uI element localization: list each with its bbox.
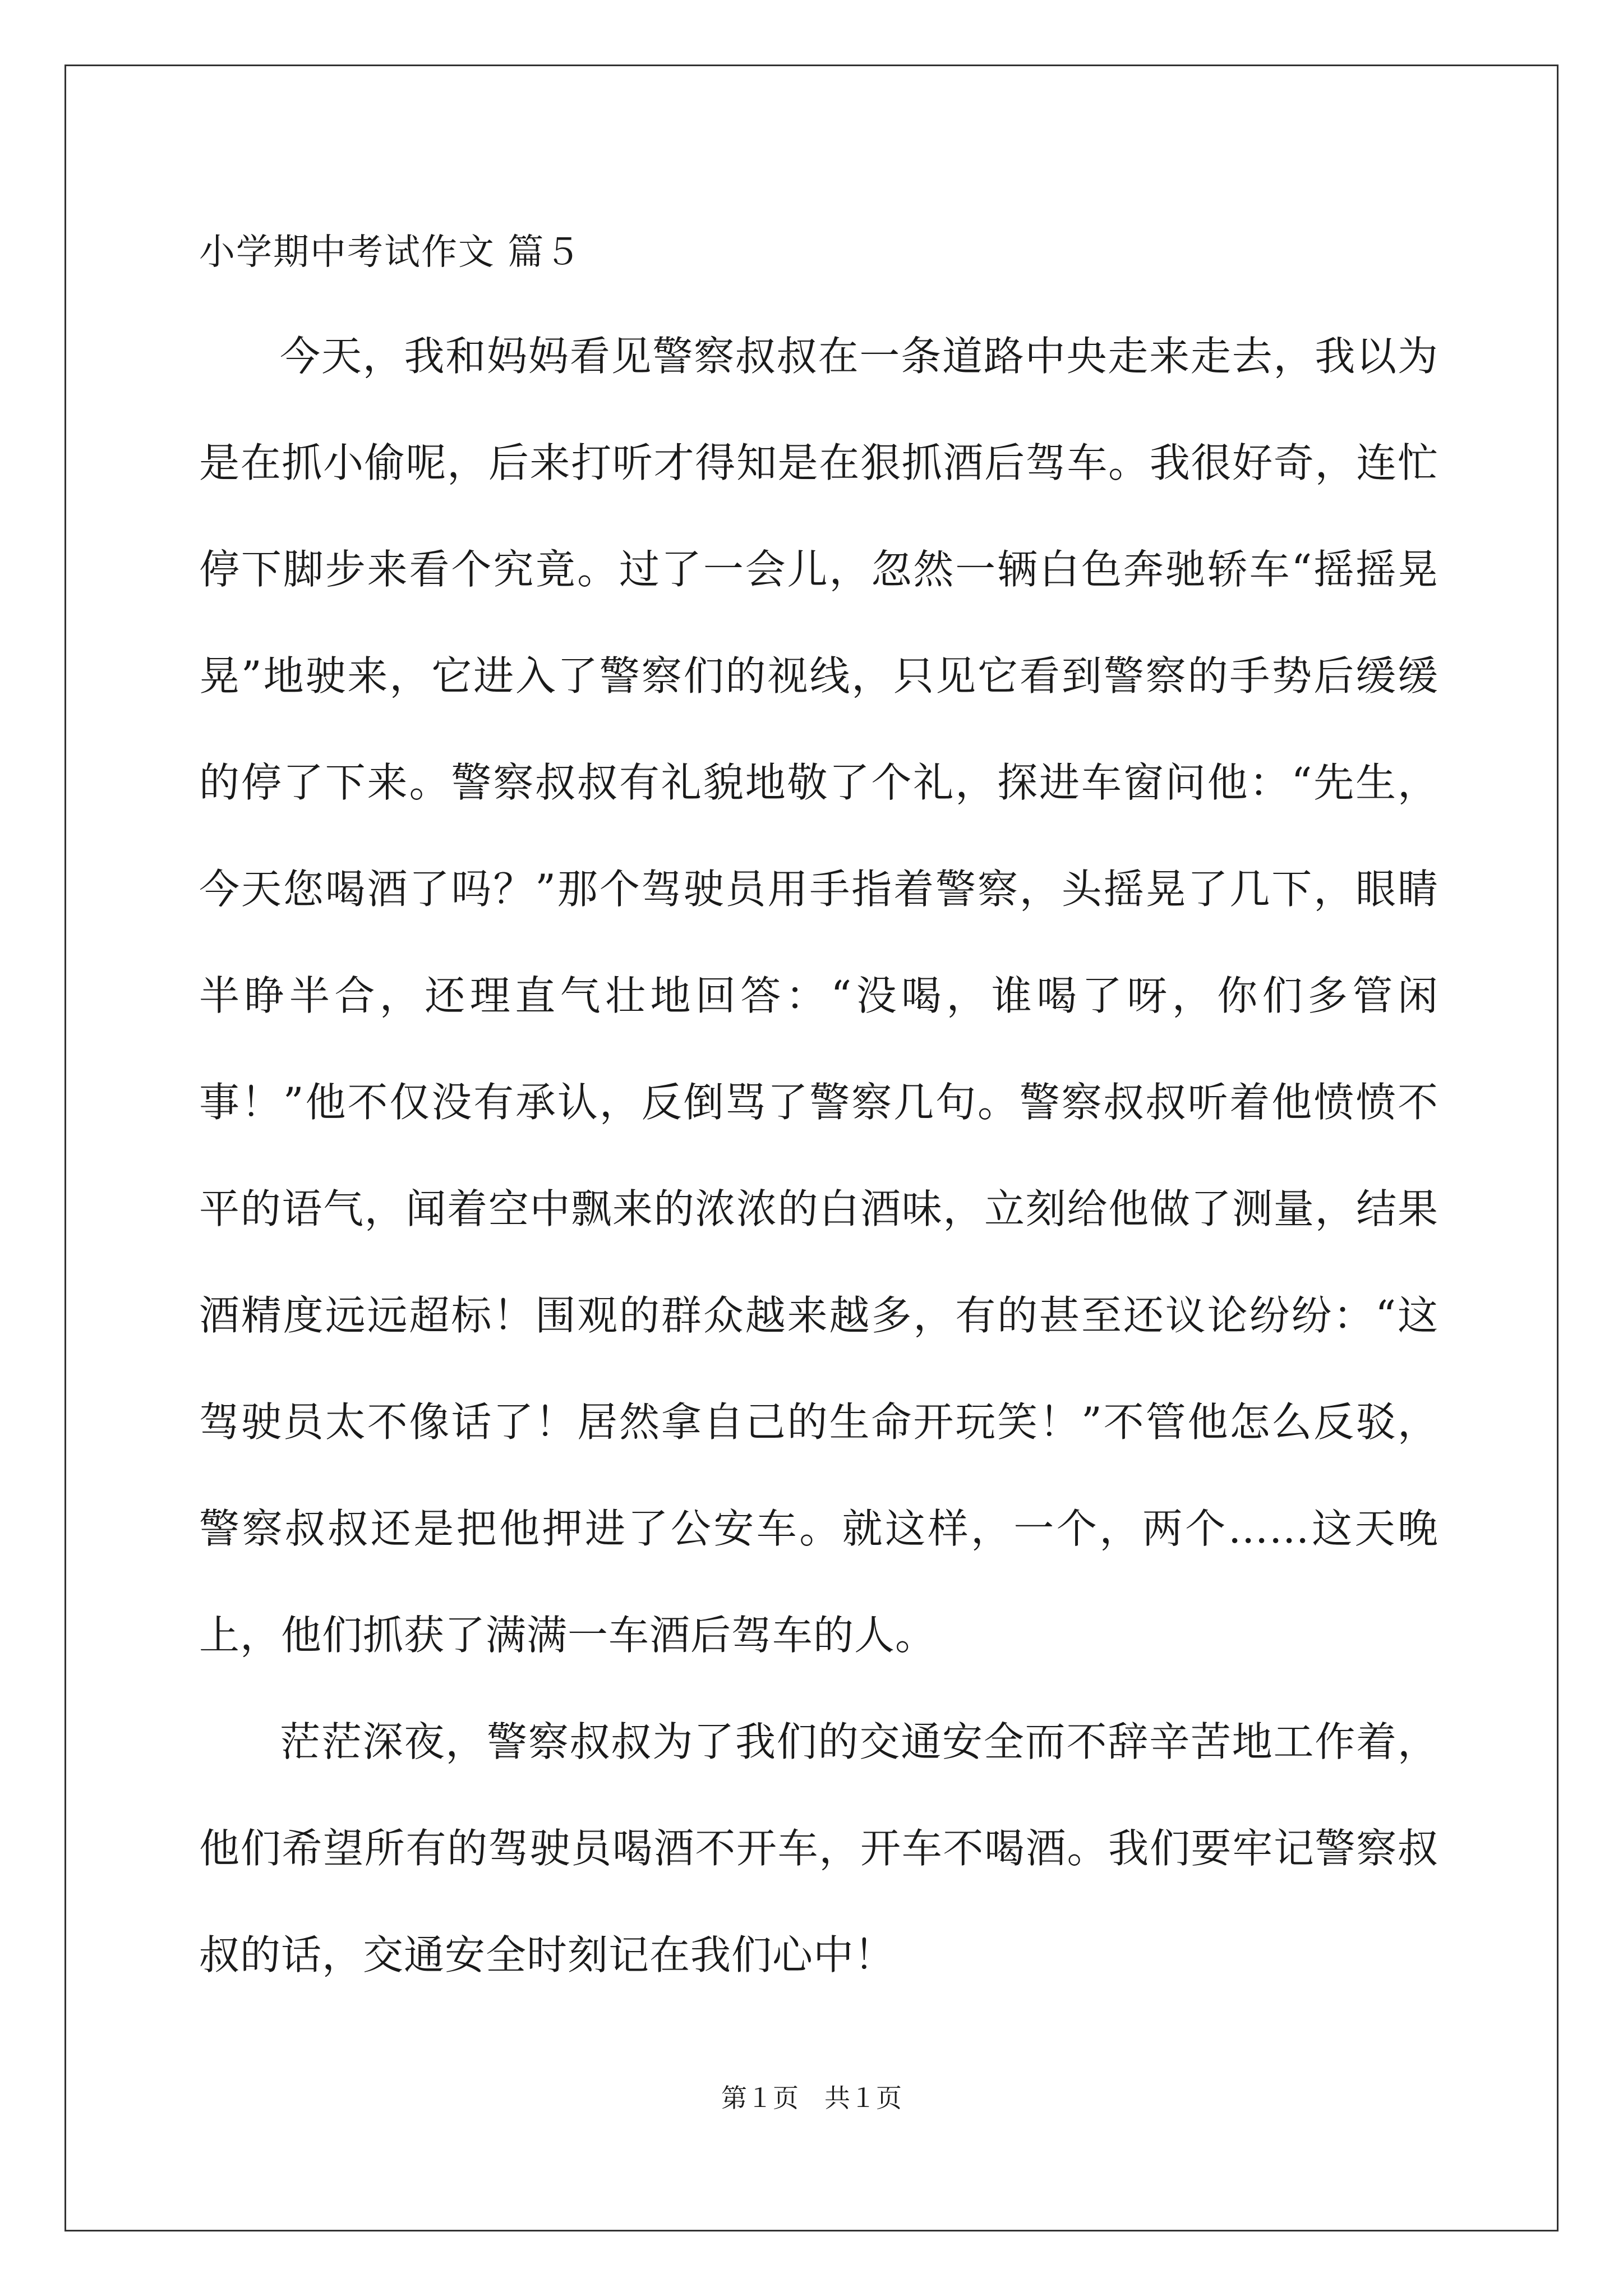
page-number-footer: 第１页 共１页 <box>721 2083 902 2113</box>
document-title: 小学期中考试作文 篇５ <box>199 232 582 273</box>
paragraph-2: 茫茫深夜，警察叔叔为了我们的交通安全而不辞辛苦地工作着，他们希望所有的驾驶员喝酒不开车，开车不喝酒。我们要牢记警察叔叔的话，交通安全时刻记在我们心中！ <box>199 1718 1438 1978</box>
document-body <box>199 303 1438 2008</box>
paragraph-1: 今天，我和妈妈看见警察叔叔在一条道路中央走来走去，我以为是在抓小偷呢，后来打听才得知是在狠抓酒后驾车。我很好奇，连忙停下脚步来看个究竟。过了一会儿，忽然一辆白色奔驰轿车“摇摇晃晃”地驶来，它进入了警察们的视线，只见它看到警察的手势后缓缓的停了下来。警察叔叔有礼貌地敬了个礼，探进车窗问他：“先生，今天您喝酒了吗？”那个驾驶员用手指着警察，头摇晃了几下，眼睛半睁半合，还理直气壮地回答：“没喝，谁喝了呀，你们多管闲事！”他不仅没有承认，反倒骂了警察几句。警察叔叔听着他愤愤不平的语气，闻着空中飘来的浓浓的白酒味，立刻给他做了测量，结果酒精度远远超标！围观的群众越来越多，有的甚至还议论纷纷：“这驾驶员太不像话了！居然拿自己的生命开玩笑！”不管他怎么反驳，警察叔叔还是把他押进了公安车。就这样，一个，两个……这天晚上，他们抓获了满满一车酒后驾车的人。 <box>199 333 1438 1659</box>
